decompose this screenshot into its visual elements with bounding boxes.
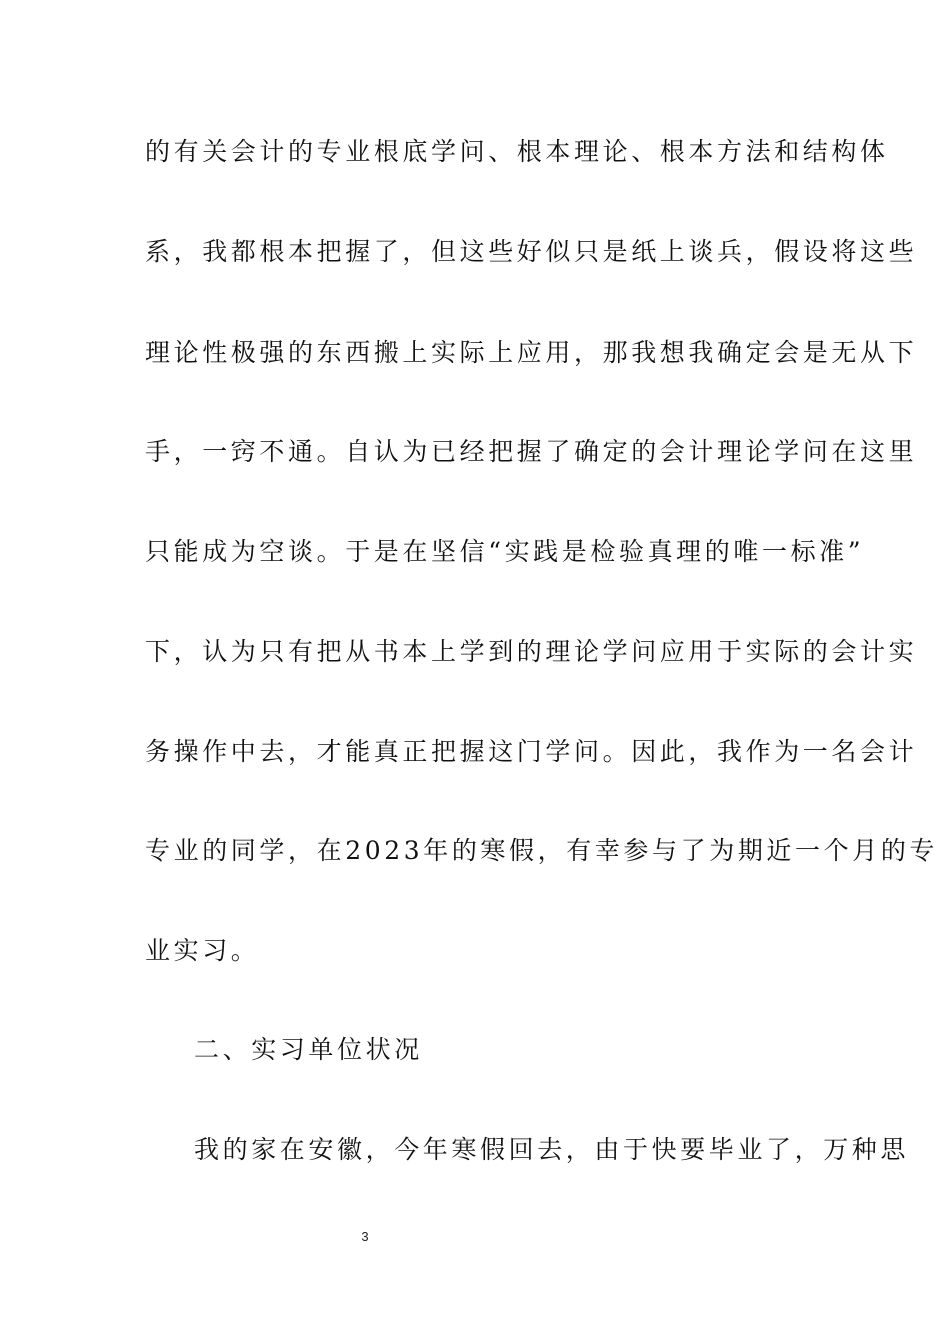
paragraph-line-9: 业实习。 bbox=[145, 936, 260, 965]
paragraph-line-5: 只能成为空谈。于是在坚信“实践是检验真理的唯一标准” bbox=[145, 537, 865, 566]
page-number: 3 bbox=[361, 1229, 369, 1244]
paragraph-line-8: 专业的同学，在2023年的寒假，有幸参与了为期近一个月的专 bbox=[145, 836, 939, 865]
paragraph-line-6: 下，认为只有把从书本上学到的理论学问应用于实际的会计实 bbox=[145, 637, 918, 666]
paragraph2-line-1: 我的家在安徽，今年寒假回去，由于快要毕业了，万种思 bbox=[194, 1135, 910, 1164]
paragraph-line-3: 理论性极强的东西搬上实际上应用，那我想我确定会是无从下 bbox=[145, 338, 918, 367]
paragraph-line-7: 务操作中去，才能真正把握这门学问。因此，我作为一名会计 bbox=[145, 737, 918, 766]
paragraph-line-1: 的有关会计的专业根底学问、根本理论、根本方法和结构体 bbox=[145, 137, 889, 166]
paragraph-line-4: 手，一窍不通。自认为已经把握了确定的会计理论学问在这里 bbox=[145, 437, 918, 466]
section-heading: 二、实习单位状况 bbox=[194, 1035, 423, 1064]
paragraph-line-2: 系，我都根本把握了，但这些好似只是纸上谈兵，假设将这些 bbox=[145, 237, 918, 266]
